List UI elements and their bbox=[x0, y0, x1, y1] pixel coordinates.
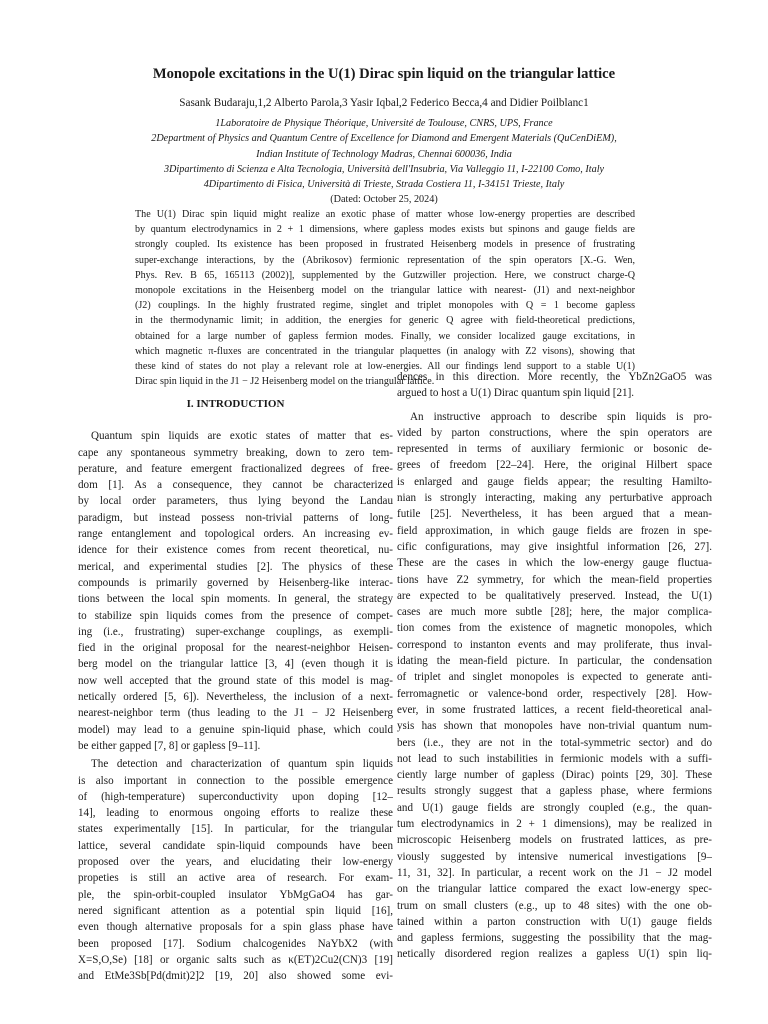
body-text-line: to stabilize spin liquids comes from the presence of compet- bbox=[78, 609, 393, 622]
body-text-line: is also important in connection to the possible emergence bbox=[78, 774, 393, 787]
body-text-line: are expected to be qualitatively preserved. Instead, the U(1) bbox=[397, 589, 712, 602]
body-text-line: even though alternative proposals for a spin glass phase have bbox=[78, 921, 393, 934]
body-text-line: nian is strongly interacting, making any perturbative approach bbox=[397, 492, 712, 505]
body-text-line: idence for their existence comes from recent theoretical, nu- bbox=[78, 544, 393, 557]
body-text-line: range entanglement and topological orders. An increasing ev- bbox=[78, 528, 393, 541]
body-text-line: compounds is primarily governed by Heisenberg-like interac- bbox=[78, 576, 393, 589]
body-text-line: tions have Z2 symmetry, for which the mean-field properties bbox=[397, 573, 712, 586]
body-text-line: netically ordered [5, 6]). Nevertheless, the inclusion of a next- bbox=[78, 691, 393, 704]
body-text-line: propeties is still an active area of research. For exam- bbox=[78, 872, 393, 885]
body-text-line: cape any spontaneous symmetry breaking, down to zero tem- bbox=[78, 446, 393, 459]
body-text-line: dom [1]. As a consequence, they cannot be characterized bbox=[78, 479, 393, 492]
body-text-line: proposed over the years, and elucidating their low-energy bbox=[78, 856, 393, 869]
abstract-line: (J2) couplings. In the highly frustrated regime, singlet and triplet monopoles with Q = 1 become gapless bbox=[135, 300, 635, 312]
left-column bbox=[78, 396, 393, 984]
body-text-line: of (high-temperature) superconductivity upon doping [12– bbox=[78, 790, 393, 803]
affiliation-line: 4Dipartimento di Fisica, Università di Trieste, Strada Costiera 11, I-34151 Trieste, Italy bbox=[203, 179, 565, 191]
body-text-line: idating the mean-field picture. In particular, the condensation bbox=[397, 655, 712, 668]
paper-title: Monopole excitations in the U(1) Dirac spin liquid on the triangular lattice bbox=[152, 66, 616, 82]
body-text-line: on the triangular lattice compared the exact low-energy spec- bbox=[397, 883, 712, 896]
body-text-line: be either gapped [7, 8] or gapless [9–11]. bbox=[78, 739, 261, 752]
body-text-line: tions between the local spin moments. In general, the strategy bbox=[78, 593, 393, 606]
body-text-line: Quantum spin liquids are exotic states of matter that es- bbox=[91, 430, 393, 443]
body-text-line: ple, the spin-orbit-coupled insulator YbMgGaO4 has gar- bbox=[78, 888, 393, 901]
abstract-line: monopole excitations in the Heisenberg model on the triangular lattice with nearest- (J1) and next-neighbor bbox=[135, 284, 635, 296]
affiliation-line: 3Dipartimento di Scienza e Alta Tecnologia, Università dell'Insubria, Via Valleggio 11, I-22100 Como, Italy bbox=[163, 163, 605, 175]
body-text-line: ever, in some frustrated lattices, a recent field-theoretical anal- bbox=[397, 703, 712, 716]
affiliation-line: 2Department of Physics and Quantum Centre of Excellence for Diamond and Emergent Materials (QuCenDiEM), bbox=[151, 133, 617, 145]
body-text-line: represented in terms of auxiliary fermionic or bosonic de- bbox=[397, 443, 712, 456]
abstract-line: these kind of states do not play a relevant role at low-energies. All our findings lend support to a stable U(1) bbox=[135, 360, 635, 372]
body-text-line: netically disordered region realizes a gapless U(1) spin liq- bbox=[397, 948, 712, 961]
dated-line: (Dated: October 25, 2024) bbox=[330, 194, 438, 206]
body-text-line: perature, and feature emergent fractionalized degrees of free- bbox=[78, 462, 393, 475]
body-text-line: nered significant attention as a potential spin liquid [16], bbox=[78, 904, 393, 917]
body-text-line: model) may lead to a genuine spin-liquid phase, which could bbox=[78, 723, 393, 736]
body-text-line: ing (i.e., frustrating) super-exchange couplings, as exempli- bbox=[78, 625, 393, 638]
body-text-line: been proposed [17]. Sodium chalcogenides NaYbX2 (with bbox=[78, 937, 393, 950]
body-text-line: results strongly suggest that a gapless phase, where fermions bbox=[397, 785, 712, 798]
body-text-line: X=S,O,Se) [18] or organic salts such as κ(ET)2Cu2(CN)3 [19] bbox=[78, 953, 393, 966]
body-text-line: bers (i.e., they are not in the total-symmetric sector) and do bbox=[397, 736, 712, 749]
abstract-line: Phys. Rev. B 65, 165113 (2002)], supplemented by the Gutzwiller projection. Here, we construct charge-Q bbox=[135, 269, 635, 281]
abstract-line: by quantum electrodynamics in 2 + 1 dimensions, where gapless modes exists but spinons and gauge fields are bbox=[135, 224, 635, 236]
body-text-line: argued to host a U(1) Dirac quantum spin liquid [21]. bbox=[397, 387, 635, 400]
body-text-line: field approximation, in which gauge fields are frozen in spe- bbox=[397, 524, 712, 537]
abstract-line: in the thermodynamic limit; in addition, the energies for generic Q agree with field-theoretical predictions, bbox=[135, 315, 635, 327]
body-text-line: futile [25]. Nevertheless, it has been argued that a mean- bbox=[397, 508, 712, 521]
section-heading: I. INTRODUCTION bbox=[186, 398, 285, 410]
abstract-line: super-exchange interactions, by the (Abrikosov) fermionic representation of the spin operators [X.-G. Wen, bbox=[135, 254, 635, 266]
affiliation-line: Indian Institute of Technology Madras, Chennai 600036, India bbox=[256, 148, 512, 160]
body-text-line: ysis has shown that monopoles have non-trivial quantum num- bbox=[397, 720, 712, 733]
body-text-line: states experimentally [15]. In particular, for the triangular bbox=[78, 823, 393, 836]
body-text-line: not lead to such instabilities in fermionic models with a suffi- bbox=[397, 752, 712, 765]
body-text-line: lattice, several candidate spin-liquid compounds have been bbox=[78, 839, 393, 852]
body-text-line: of triplet and singlet monopoles is expected to generate anti- bbox=[397, 671, 712, 684]
abstract-line: Dirac spin liquid in the J1 − J2 Heisenberg model on the triangular lattice. bbox=[135, 376, 435, 388]
body-text-line: The detection and characterization of quantum spin liquids bbox=[91, 758, 393, 771]
body-text-line: nearest-neighbor term (thus leading to the J1 − J2 Heisenberg bbox=[78, 707, 393, 720]
body-text-line: by local order parameters, thus lying beyond the Landau bbox=[78, 495, 393, 508]
body-text-line: vided by parton constructions, where the spin operators are bbox=[397, 426, 712, 439]
abstract bbox=[135, 207, 635, 389]
body-text-line: tum electrodynamics in 2 + 1 dimensions), may be realized in bbox=[397, 818, 712, 831]
body-text-line: ferromagnetic or valence-bond order, respectively [28]. How- bbox=[397, 687, 712, 700]
right-column bbox=[397, 369, 712, 963]
abstract-line: strongly coupled. Its existence has been proposed in frustrated Heisenberg models in presence of frustrating bbox=[135, 239, 635, 251]
body-text-line: viously suggested by intensive numerical investigations [9– bbox=[397, 850, 712, 863]
abstract-line: obtained for a large number of gapless fermion modes. Finally, we consider localized gauge excitations, in bbox=[135, 330, 635, 342]
body-text-line: dences in this direction. More recently, the YbZn2GaO5 was bbox=[397, 371, 712, 383]
body-text-line: grees of freedom [22–24]. Here, the original Hilbert space bbox=[397, 459, 712, 472]
body-text-line: and gapless fermions, suggesting the possibility that the mag- bbox=[397, 932, 712, 945]
body-text-line: correspond to instanton events and may proliferate, thus inval- bbox=[397, 638, 712, 651]
body-text-line: These are the cases in which the low-energy gauge fluctua- bbox=[397, 557, 712, 570]
author-list: Sasank Budaraju,1,2 Alberto Parola,3 Yasir Iqbal,2 Federico Becca,4 and Didier Poilblanc1 bbox=[179, 97, 589, 109]
abstract-line: The U(1) Dirac spin liquid might realize an exotic phase of matter whose low-energy properties are described bbox=[135, 209, 635, 220]
affiliations bbox=[60, 116, 708, 208]
body-text-line: tained within a parton construction with U(1) gauge fields bbox=[397, 915, 712, 928]
body-text-line: trum on small clusters (e.g., up to 48 sites) with the one ob- bbox=[397, 899, 712, 912]
body-text-line: 11, 31, 32]. In particular, a recent work on the J1 − J2 model bbox=[397, 866, 712, 879]
body-text-line: now well accepted that the ground state of this model is mag- bbox=[78, 674, 393, 687]
body-text-line: cific configurations, may give insightful information [26, 27]. bbox=[397, 540, 712, 553]
body-text-line: 14], leading to enormous ongoing efforts to realize these bbox=[78, 807, 393, 820]
body-text-line: paradigm, but instead possess non-trivial patterns of long- bbox=[78, 511, 393, 524]
body-text-line: berg model on the triangular lattice [3, 4] (even though it is bbox=[78, 658, 393, 671]
affiliation-line: 1Laboratoire de Physique Théorique, Université de Toulouse, CNRS, UPS, France bbox=[215, 118, 553, 129]
body-text-line: and U(1) gauge fields are strongly coupled (e.g., the quan- bbox=[397, 801, 712, 814]
body-text-line: ciently large number of gapless (Dirac) points [29, 30]. These bbox=[397, 769, 712, 782]
body-text-line: An instructive approach to describe spin liquids is pro- bbox=[410, 410, 712, 423]
body-text-line: tion comes from the existence of magnetic monopoles, which bbox=[397, 622, 712, 635]
body-text-line: fied in the original proposal for the nearest-neighbor Heisen- bbox=[78, 642, 393, 655]
body-text-line: microscopic Heisenberg models on frustrated lattices, as pre- bbox=[397, 834, 712, 847]
body-text-line: is enlarged and gauge fields appear; the resulting Hamilto- bbox=[397, 475, 712, 488]
body-text-line: and EtMe3Sb[Pd(dmit)2]2 [19, 20] also showed some evi- bbox=[78, 970, 393, 983]
body-text-line: merical, and experimental studies [2]. The physics of these bbox=[78, 560, 393, 573]
abstract-line: which magnetic π-fluxes are concentrated in the triangular plaquettes (in analogy with Z2 visons), showing that bbox=[135, 345, 635, 357]
body-text-line: cases are much more subtle [28]; here, the major complica- bbox=[397, 606, 712, 619]
